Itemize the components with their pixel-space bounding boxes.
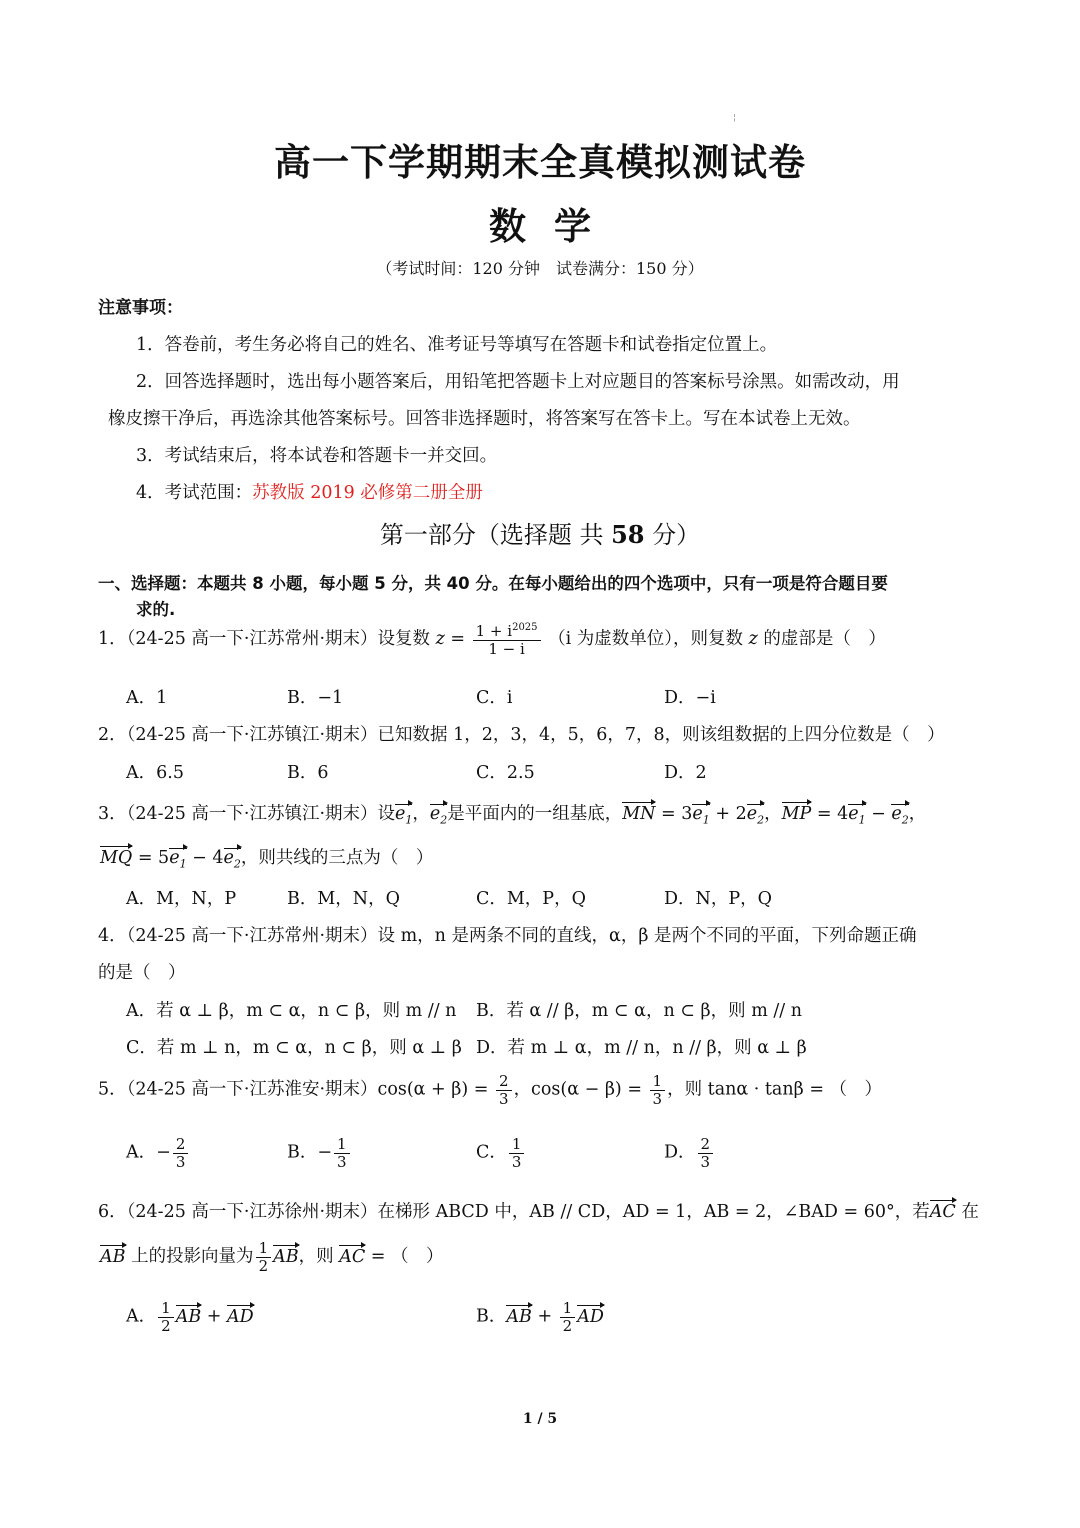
notice-heading: 注意事项： [98,298,183,318]
q5-option-b: B．− $\frac{1}{3}$ [287,1136,352,1170]
question-5: 5．（24-25 高一下·江苏淮安·期末）cos(α + β) = $\frac{2}{3}$ ，cos(α − β) = $\frac{1}{3}$ ，则 tanα · tanβ = （ ） [98,1072,883,1108]
page-title: 高一下学期期末全真模拟测试卷 [274,141,806,184]
q2-option-c: C．2.5 [476,763,535,783]
notice-item-3: 3．考试结束后，将本试卷和答题卡一并交回。 [136,446,498,466]
q5-option-a: A．− $\frac{2}{3}$ [126,1136,190,1170]
question-2: 2．（24-25 高一下·江苏镇江·期末）已知数据 1，2，3，4，5，6，7，8，则该组数据的上四分位数是（ ） [98,725,945,745]
q4-option-d: D．若 m ⊥ α，m // n，n // β，则 α ⊥ β [476,1038,807,1058]
part-instructions: 一、选择题：本题共 8 小题，每小题 5 分，共 40 分。在每小题给出的四个选项中，只有一项是符合题目要 [98,574,888,593]
q3-option-d: D．N，P，Q [664,889,772,909]
question-6-cont: AB 上的投影向量为 $\frac{1}{2}$ AB，则 AC = （ ） [100,1239,444,1275]
q3-option-c: C．M，P，Q [476,889,586,909]
q5-option-c: C． $\frac{1}{3}$ [476,1136,526,1170]
q5-option-d: D． $\frac{2}{3}$ [664,1136,715,1170]
q1-option-b: B．−1 [287,688,344,708]
notice-item-2: 2．回答选择题时，选出每小题答案后，用铅笔把答题卡上对应题目的答案标号涂黑。如需改动，用 [136,372,900,392]
question-3-cont: MQ = $5e_1 - 4e_2$，则共线的三点为（ ） [100,848,434,871]
subject-title: 数 学 [489,205,591,248]
part-instructions-cont: 求的. [136,600,176,619]
q6-option-a: A． $\frac{1}{2}$ AB + AD [126,1299,254,1335]
q1-option-d: D．−i [664,688,716,708]
page-number: 1 / 5 [522,1411,558,1427]
q2-option-a: A．6.5 [126,763,184,783]
exam-info: （考试时间：120 分钟 试卷满分：150 分） [376,259,704,278]
q4-option-c: C．若 m ⊥ n，m ⊂ α，n ⊂ β，则 α ⊥ β [126,1038,462,1058]
exam-scope: 苏教版 2019 必修第二册全册 [252,483,483,503]
q4-option-a: A．若 α ⊥ β，m ⊂ α，n ⊂ β，则 m // n [126,1001,457,1021]
question-3: 3．（24-25 高一下·江苏镇江·期末）设$e_1$，$e_2$是平面内的一组基底，MN = $3e_1 + 2e_2$，MP = $4e_1 - e_2$， [98,804,927,827]
q1-fraction: $\frac{1 + i^{2025}}{1 - i}$ [473,622,541,657]
q4-option-b: B．若 α // β，m ⊂ α，n ⊂ β，则 m // n [476,1001,802,1021]
question-4-cont: 的是（ ） [98,963,186,983]
section-title: 第一部分（选择题 共 58 分） [379,520,701,549]
q3-option-a: A．M，N，P [126,889,237,909]
notice-item-1: 1．答卷前，考生务必将自己的姓名、准考证号等填写在答题卡和试卷指定位置上。 [136,335,778,355]
question-4: 4．（24-25 高一下·江苏常州·期末）设 m，n 是两条不同的直线，α，β 是两个不同的平面，下列命题正确 [98,926,917,946]
q3-option-b: B．M，N，Q [287,889,400,909]
question-1: 1．（24-25 高一下·江苏常州·期末）设复数 z = $\frac{1 + i^{2025}}{1 - i}$ （i 为虚数单位），则复数 z 的虚部是（ ） [98,622,886,658]
q2-option-b: B．6 [287,763,329,783]
notice-item-2-cont: 橡皮擦干净后，再选涂其他答案标号。回答非选择题时，将答案写在答卡上。写在本试卷上无效。 [108,409,861,429]
scan-mark: ¦ [733,113,736,122]
q1-option-a: A．1 [126,688,168,708]
q6-option-b: B．AB + $\frac{1}{2}$ AD [476,1299,604,1335]
question-6: 6．（24-25 高一下·江苏徐州·期末）在梯形 ABCD 中，AB // CD，AD = 1，AB = 2，∠BAD = 60°，若AC 在 [98,1202,979,1222]
notice-item-4: 4．考试范围：苏教版 2019 必修第二册全册 [136,483,483,503]
q2-option-d: D．2 [664,763,707,783]
q1-option-c: C．i [476,688,513,708]
